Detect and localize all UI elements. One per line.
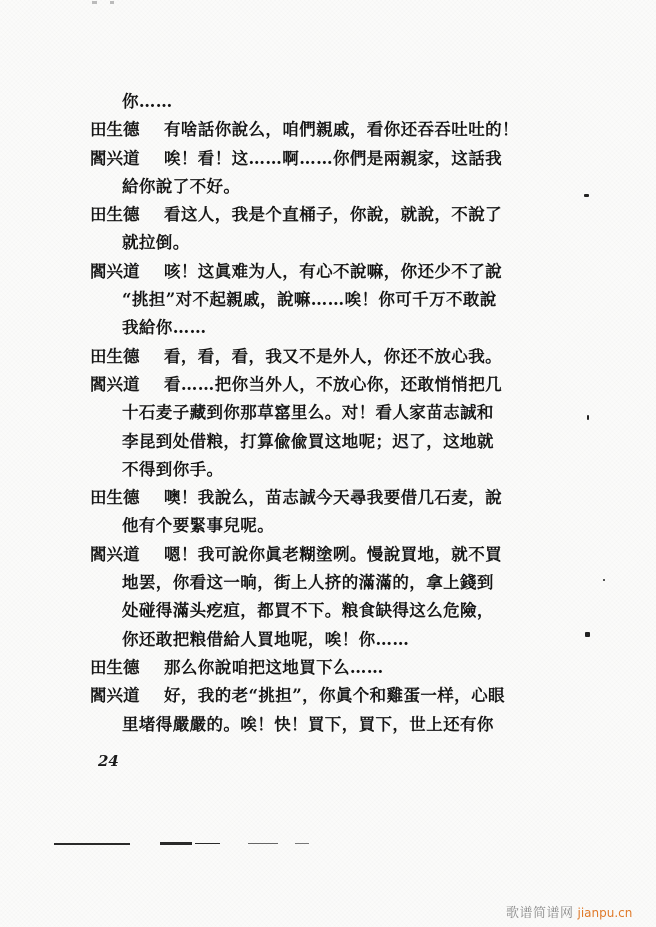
speaker-name: 閻兴道	[90, 374, 140, 394]
dialogue-text: 有啥話你說么，咱們親戚，看你还吞吞吐吐的！	[164, 120, 519, 140]
scan-artifact-rule	[160, 842, 192, 845]
dialogue-text: 唉！看！这……啊……你們是兩親家，这話我	[164, 148, 502, 168]
script-line	[90, 229, 530, 257]
continuation-text: 你……	[122, 92, 173, 111]
continuation-text: 不得到你手。	[122, 459, 224, 479]
dialogue-line	[90, 484, 530, 512]
dialogue-line	[90, 541, 530, 569]
dialogue-line	[90, 258, 530, 286]
dialogue-line	[90, 145, 530, 173]
dialogue-text: 嗯！我可說你眞老糊塗咧。慢說買地，就不買	[164, 544, 502, 564]
continuation-text: 我給你……	[122, 318, 207, 338]
speaker-name: 田生德	[90, 205, 140, 225]
continuation-text: 他有个要緊事兒呢。	[122, 516, 275, 536]
continuation-text: “挑担”对不起親戚，說嘛……唉！你可千万不敢說	[122, 290, 497, 310]
speaker-name: 田生德	[90, 657, 140, 677]
script-line	[90, 173, 530, 201]
dialogue-line	[90, 371, 530, 399]
scan-artifact-rule	[248, 843, 278, 844]
scan-speck	[584, 194, 589, 197]
speaker-name: 田生德	[90, 346, 140, 366]
script-line	[90, 456, 530, 484]
script-line	[90, 286, 530, 314]
scan-artifact-rule	[295, 843, 309, 844]
speaker-name: 田生德	[90, 120, 140, 140]
speaker-name: 閻兴道	[90, 686, 140, 706]
continuation-text: 你还敢把粮借給人買地呢，唉！你……	[122, 629, 410, 649]
scan-speck	[603, 579, 605, 581]
dialogue-text: 看……把你当外人，不放心你，还敢悄悄把几	[164, 374, 502, 394]
script-line	[90, 88, 530, 116]
dialogue-text: 看，看，看，我又不是外人，你还不放心我。	[164, 346, 502, 366]
speaker-name: 閻兴道	[90, 544, 140, 564]
speaker-name: 田生德	[90, 488, 140, 508]
dialogue-text: 咳！这眞难为人，有心不說嘛，你还少不了說	[164, 261, 502, 281]
script-line	[90, 597, 530, 625]
scan-artifact-rule	[54, 843, 130, 845]
dialogue-line	[90, 343, 530, 371]
continuation-text: 十石麦子藏到你那草窰里么。对！看人家苗志誠和	[122, 403, 494, 423]
continuation-text: 就拉倒。	[122, 233, 190, 253]
site-watermark	[506, 902, 632, 921]
script-body	[90, 88, 530, 739]
dialogue-line	[90, 682, 530, 710]
dialogue-line	[90, 116, 530, 144]
continuation-text: 地罢，你看这一晌，街上人挤的滿滿的，拿上錢到	[122, 573, 494, 593]
continuation-text: 里堵得嚴嚴的。唉！快！買下，買下，世上还有你	[122, 714, 494, 734]
dialogue-text: 好，我的老“挑担”，你眞个和雞蛋一样，心眼	[164, 686, 505, 706]
continuation-text: 处碰得滿头疙疸，都買不下。粮食缺得这么危險，	[122, 601, 494, 621]
continuation-text: 給你說了不好。	[122, 176, 241, 196]
continuation-text: 李昆到处借粮，打算偸偸買这地呢；迟了，这地就	[122, 431, 494, 451]
scan-speck	[587, 415, 589, 420]
speaker-name: 閻兴道	[90, 148, 140, 168]
dialogue-text: 那么你說咱把这地買下么……	[164, 657, 384, 677]
script-line	[90, 626, 530, 654]
dialogue-text: 看这人，我是个直桶子，你說，就說，不說了	[164, 205, 502, 225]
speaker-name: 閻兴道	[90, 261, 140, 281]
script-line	[90, 569, 530, 597]
dialogue-text: 噢！我說么，苗志誠今天尋我要借几石麦，說	[164, 488, 502, 508]
scan-artifact	[110, 1, 114, 4]
script-line	[90, 711, 530, 739]
watermark-site-name: 歌谱简谱网	[506, 906, 574, 921]
script-line	[90, 512, 530, 540]
scan-artifact	[92, 1, 97, 4]
dialogue-line	[90, 201, 530, 229]
page-number: 24	[98, 752, 119, 770]
scan-artifact-rule	[195, 843, 220, 844]
dialogue-line	[90, 654, 530, 682]
script-line	[90, 399, 530, 427]
scan-speck	[585, 632, 590, 637]
script-line	[90, 314, 530, 342]
watermark-domain: jianpu.cn	[577, 906, 633, 920]
script-line	[90, 428, 530, 456]
